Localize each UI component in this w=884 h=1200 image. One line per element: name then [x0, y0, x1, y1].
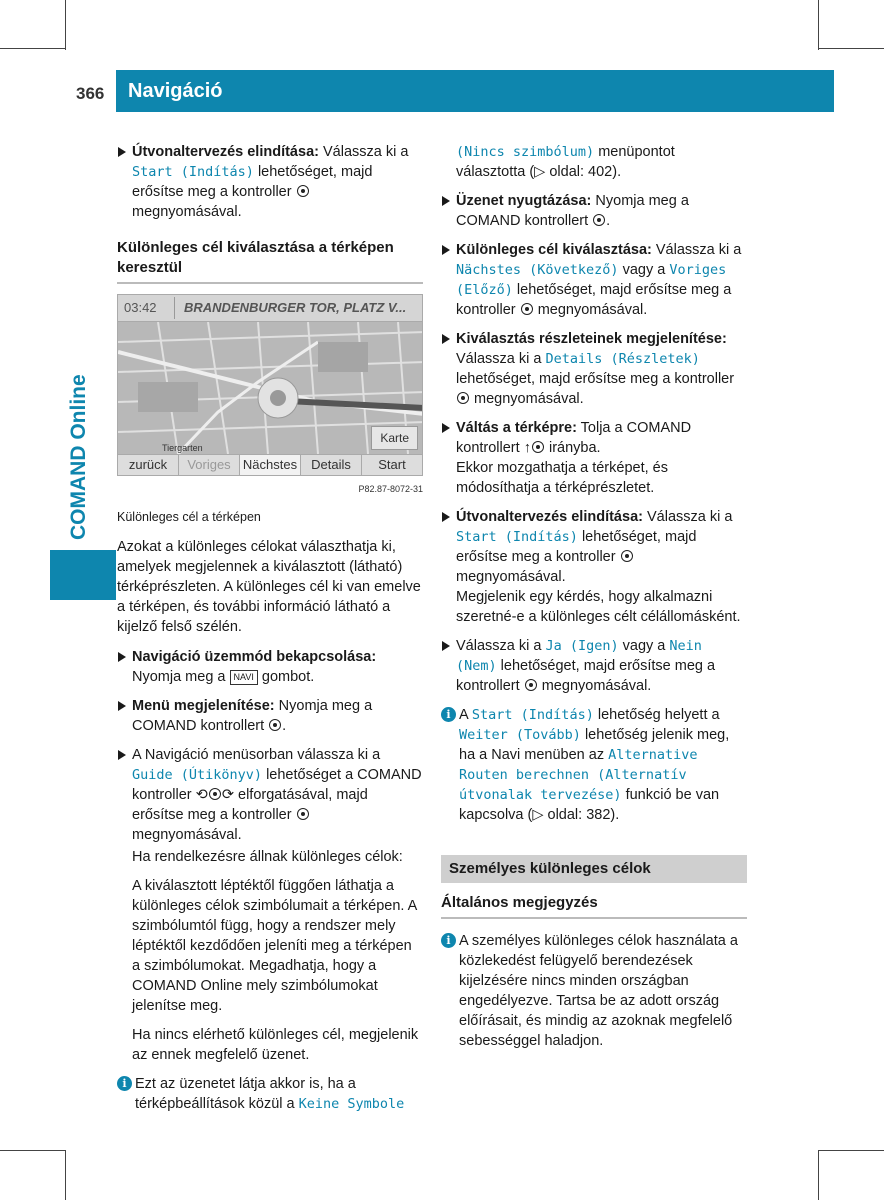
- info-icon: i: [441, 933, 456, 948]
- controller-press-icon: [521, 303, 533, 315]
- map-place-label: Tiergarten: [162, 443, 203, 453]
- page-title: Navigáció: [128, 80, 223, 102]
- info-icon: i: [117, 1076, 132, 1091]
- indented-text: Ha rendelkezésre állnak különleges célok:: [132, 849, 403, 865]
- column-right: [441, 142, 747, 1060]
- bullet-step: Menü megjelenítése: Nyomja meg a COMAND kontrollert .: [117, 696, 423, 736]
- header-bar: [116, 70, 834, 112]
- continued-text: (Nincs szimbólum) menüpontot választotta (▷ oldal: 402).: [456, 144, 675, 180]
- details-button[interactable]: Details: [301, 455, 362, 475]
- info-note: i A személyes különleges célok használata a közlekedést felügyelő berendezések kijelzésére nincs minden országban engedélyezve. Tartsa be az adott ország előírásait, és mindig az azoknak megfelelő sebességgel haladjon.: [441, 931, 747, 1051]
- bullet-step: Váltás a térképre: Tolja a COMAND kontrollert ↑ irányba.: [441, 418, 747, 458]
- menu-item: Start (Indítás): [471, 707, 594, 723]
- menu-item: Ja (Igen): [545, 638, 619, 654]
- indented-text: Megjelenik egy kérdés, hogy alkalmazni szeretné-e a különleges célt célállomásként.: [456, 589, 741, 625]
- voriges-button[interactable]: Voriges: [179, 455, 240, 475]
- menu-item: Details (Részletek): [545, 351, 700, 367]
- crop-mark: [818, 48, 884, 49]
- menu-item: (Nincs szimbólum): [456, 144, 595, 160]
- nachstes-button[interactable]: Nächstes: [240, 455, 301, 475]
- bullet-step: Kiválasztás részleteinek megjelenítése: Válassza ki a Details (Részletek) lehetőséget, majd erősítse meg a kontroller megnyomásával.: [441, 329, 747, 409]
- info-note: i A Start (Indítás) lehetőség helyett a Weiter (Tovább) lehetőség jelenik meg, ha a Navi menüben az Alternative Routen berechnen (Alternatív útvonalak tervezése) funkció be van kapcsolva (▷ oldal: 382).: [441, 705, 747, 825]
- crop-mark: [818, 1150, 884, 1151]
- menu-item: Weiter (Tovább): [459, 727, 581, 743]
- bullet-step: Útvonaltervezés elindítása: Válassza ki a Start (Indítás) lehetőséget, majd erősítse meg a kontroller megnyomásával.: [441, 507, 747, 587]
- screenshot: [117, 294, 423, 499]
- screenshot-status-bar: [117, 294, 423, 322]
- menu-item: Guide (Útikönyv): [132, 767, 263, 783]
- indented-text: A kiválasztott léptéktől függően láthatja a különleges célok szimbólumait a térképen. A szimbólumtól függ, hogy a rendszer mely léptéktől kezdődően jeleníti meg a térképen a szimbólumokat. Megadhatja, hogy a COMAND Online mely szimbólumokat jelenítse meg.: [132, 878, 417, 1014]
- info-note: i Ezt az üzenetet látja akkor is, ha a térképbeállítások közül a Keine Symbole: [117, 1074, 423, 1114]
- column-left: [117, 142, 423, 1123]
- controller-press-icon: [297, 808, 309, 820]
- clock-time: 03:42: [124, 300, 157, 315]
- map-view: [117, 322, 423, 454]
- menu-item: Start (Indítás): [456, 529, 578, 545]
- bullet-step: Útvonaltervezés elindítása: Válassza ki a Start (Indítás) lehetőséget, majd erősítse meg a kontroller megnyomásával.: [117, 142, 423, 222]
- controller-press-icon: [621, 550, 633, 562]
- crop-mark: [0, 48, 66, 49]
- controller-slide-up-icon: ↑: [524, 440, 545, 456]
- figure-caption: Különleges cél a térképen: [117, 510, 261, 524]
- start-button[interactable]: Start: [378, 457, 406, 472]
- menu-item: Start (Indítás): [132, 164, 254, 180]
- softkey-bar: [117, 454, 423, 476]
- controller-press-icon: [593, 214, 605, 226]
- navi-key-icon: NAVI: [230, 670, 258, 685]
- controller-press-icon: [457, 392, 469, 404]
- controller-press-icon: [269, 719, 281, 731]
- info-icon: i: [441, 707, 456, 722]
- menu-item: Alternative Routen berechnen (Alternatív útvonalak tervezése): [459, 747, 698, 803]
- bullet-step: A Navigáció menüsorban válassza ki a Guide (Útikönyv) lehetőséget a COMAND kontroller ⟲ ⟳ elforgatásával, majd erősítse meg a kontroller megnyomásával.: [117, 745, 423, 845]
- page-number: 366: [76, 84, 105, 103]
- controller-press-icon: [297, 185, 309, 197]
- section-heading: Különleges cél kiválasztása a térképen keresztül: [117, 239, 394, 276]
- bullet-step: Üzenet nyugtázása: Nyomja meg a COMAND kontrollert .: [441, 191, 747, 231]
- indented-text: Ekkor mozgathatja a térképet, és módosíthatja a térképrészletet.: [456, 460, 668, 496]
- bullet-step: Különleges cél kiválasztása: Válassza ki a Nächstes (Következő) vagy a Voriges (Előző) lehetőséget, majd erősítse meg a kontroller megnyomásával.: [441, 240, 747, 320]
- crop-mark: [65, 1150, 66, 1200]
- section-heading: Személyes különleges célok: [441, 855, 747, 883]
- karte-button[interactable]: Karte: [371, 426, 418, 450]
- crop-mark: [818, 0, 819, 50]
- side-tab-label: COMAND Online: [67, 374, 90, 540]
- zuruck-button[interactable]: zurück: [118, 455, 179, 475]
- controller-rotate-icon: ⟲ ⟳: [195, 787, 234, 803]
- subsection-heading: Általános megjegyzés: [441, 893, 747, 919]
- side-tab: [50, 550, 116, 600]
- bullet-step: Navigáció üzemmód bekapcsolása: Nyomja meg a NAVI gombot.: [117, 647, 423, 687]
- paragraph: Azokat a különleges célokat választhatja ki, amelyek megjelennek a kiválasztott (látható) térképrészleten. A különleges cél ki van emelve a térképen, és további információ látható a kijelző felső szélén.: [117, 539, 421, 635]
- crop-mark: [0, 1150, 66, 1151]
- crop-mark: [818, 1150, 819, 1200]
- bullet-step: Válassza ki a Ja (Igen) vagy a Nein (Nem) lehetőséget, majd erősítse meg a kontrollert megnyomásával.: [441, 636, 747, 696]
- menu-item: Keine Symbole: [298, 1096, 405, 1112]
- menu-item: Nächstes (Következő): [456, 262, 619, 278]
- menu-item: Voriges (Előző): [456, 262, 727, 298]
- destination-label: BRANDENBURGER TOR, PLATZ V...: [184, 300, 407, 315]
- image-code: P82.87-8072-31: [358, 484, 423, 494]
- indented-text: Ha nincs elérhető különleges cél, megjelenik az ennek megfelelő üzenet.: [132, 1027, 419, 1063]
- crop-mark: [65, 0, 66, 50]
- menu-item: Nein (Nem): [456, 638, 702, 674]
- controller-press-icon: [525, 679, 537, 691]
